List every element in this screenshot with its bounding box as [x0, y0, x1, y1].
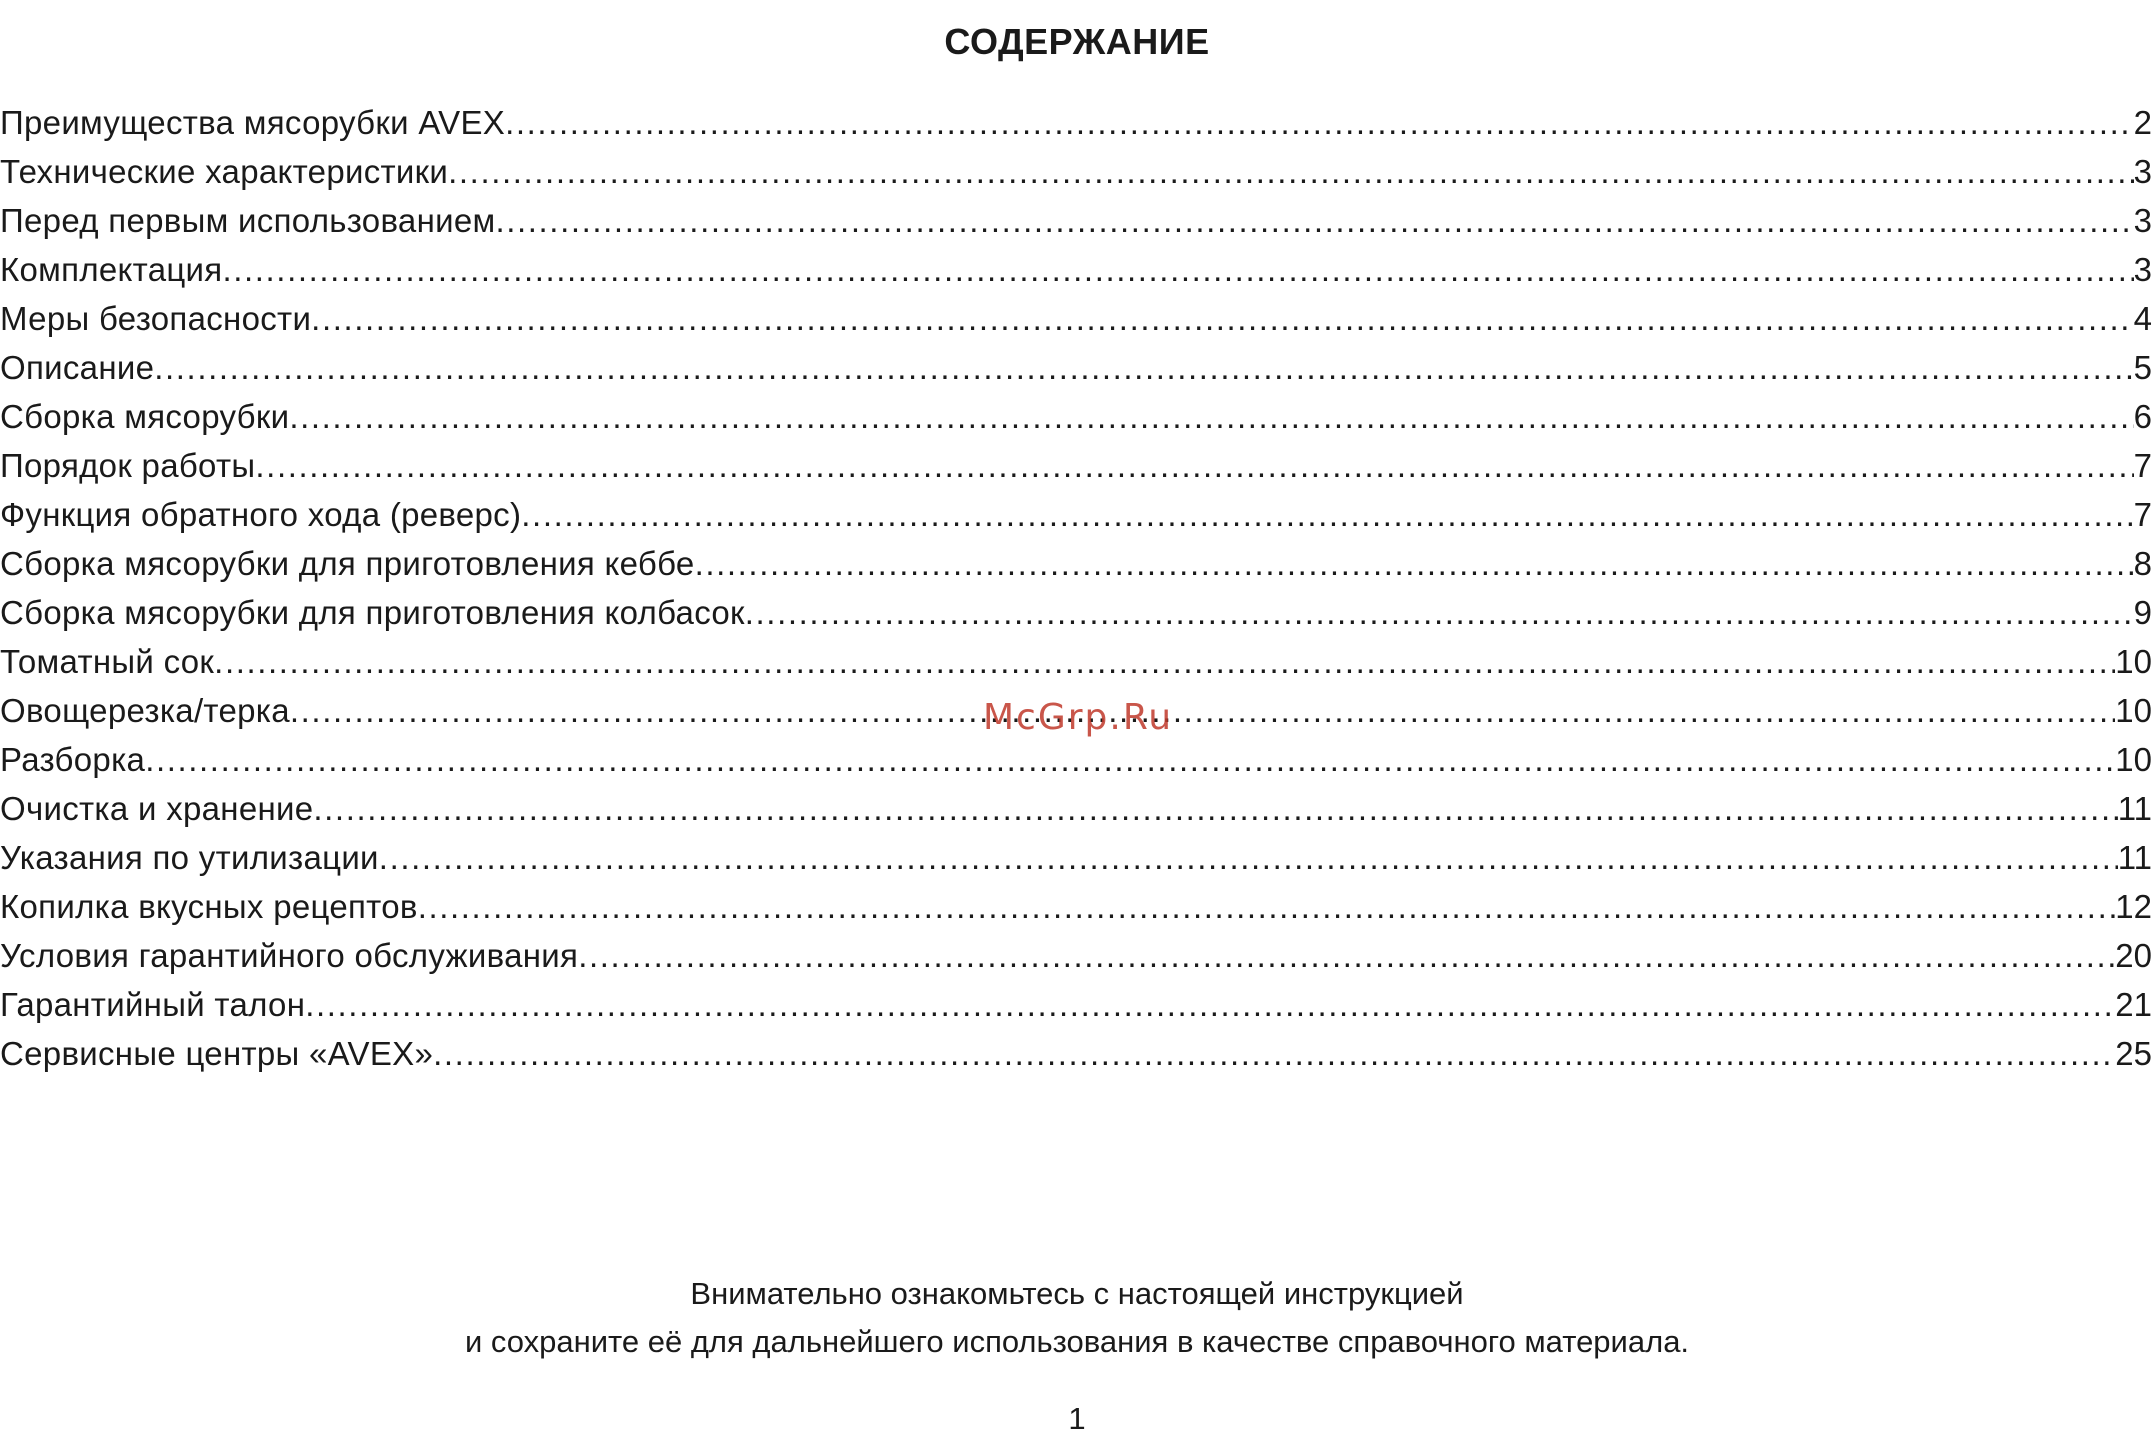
toc-entry-page: 6	[2133, 398, 2152, 435]
toc-entry-page: 10	[2115, 741, 2152, 778]
footer-note-line-1: Внимательно ознакомьтесь с настоящей инструкцией	[690, 1276, 1464, 1311]
toc-entry[interactable]	[0, 1029, 2152, 1078]
toc-entry-page: 7	[2133, 496, 2152, 533]
toc-dot-leader	[313, 784, 2117, 833]
toc-dot-leader	[255, 441, 2133, 490]
toc-entry-page: 9	[2133, 594, 2152, 631]
toc-entry-label: Копилка вкусных рецептов	[0, 888, 418, 925]
toc-entry[interactable]	[0, 441, 2152, 490]
toc-entry-label: Томатный сок	[0, 643, 215, 680]
toc-dot-leader	[222, 245, 2133, 294]
toc-entry-page: 3	[2133, 153, 2152, 190]
toc-entry[interactable]	[0, 882, 2152, 931]
toc-dot-leader	[521, 490, 2133, 539]
toc-entry-label: Преимущества мясорубки AVEX	[0, 104, 506, 141]
toc-entry-label: Технические характеристики	[0, 153, 449, 190]
page-number: 1	[1068, 1401, 1086, 1436]
toc-entry-page: 8	[2133, 545, 2152, 582]
toc-entry-label: Порядок работы	[0, 447, 256, 484]
toc-entry[interactable]	[0, 98, 2152, 147]
page-title: СОДЕРЖАНИЕ	[944, 21, 1210, 63]
table-of-contents	[0, 98, 2152, 1078]
toc-dot-leader	[379, 833, 2118, 882]
toc-entry[interactable]	[0, 147, 2152, 196]
toc-dot-leader	[311, 294, 2133, 343]
toc-dot-leader	[433, 1029, 2115, 1078]
toc-dot-leader	[145, 735, 2115, 784]
toc-entry-label: Функция обратного хода (реверс)	[0, 496, 522, 533]
toc-entry-label: Комплектация	[0, 251, 223, 288]
toc-entry-label: Меры безопасности	[0, 300, 312, 337]
toc-entry-page: 11	[2117, 790, 2152, 827]
toc-dot-leader	[305, 980, 2115, 1029]
toc-entry-page: 2	[2133, 104, 2152, 141]
toc-entry-label: Очистка и хранение	[0, 790, 314, 827]
toc-entry-page: 3	[2133, 251, 2152, 288]
toc-entry-page: 10	[2115, 643, 2152, 680]
toc-dot-leader	[154, 343, 2133, 392]
toc-dot-leader	[448, 147, 2134, 196]
toc-entry[interactable]	[0, 539, 2152, 588]
toc-entry-label: Сборка мясорубки	[0, 398, 290, 435]
toc-dot-leader	[289, 392, 2133, 441]
toc-entry[interactable]	[0, 980, 2152, 1029]
toc-entry-page: 7	[2133, 447, 2152, 484]
toc-entry-label: Описание	[0, 349, 155, 386]
toc-entry[interactable]	[0, 245, 2152, 294]
footer-note-line-2: и сохраните её для дальнейшего использования в качестве справочного материала.	[464, 1324, 1690, 1359]
toc-entry-page: 20	[2115, 937, 2152, 974]
toc-entry[interactable]	[0, 931, 2152, 980]
toc-entry-page: 4	[2133, 300, 2152, 337]
toc-entry-label: Сервисные центры «AVEX»	[0, 1035, 434, 1072]
toc-entry-label: Указания по утилизации	[0, 839, 379, 876]
toc-entry-label: Условия гарантийного обслуживания	[0, 937, 579, 974]
toc-entry-label: Разборка	[0, 741, 146, 778]
toc-entry[interactable]	[0, 588, 2152, 637]
toc-dot-leader	[695, 539, 2134, 588]
toc-entry-page: 12	[2115, 888, 2152, 925]
toc-entry[interactable]	[0, 490, 2152, 539]
toc-entry-page: 21	[2115, 986, 2152, 1023]
toc-dot-leader	[495, 196, 2133, 245]
toc-dot-leader	[745, 588, 2134, 637]
toc-entry-label: Сборка мясорубки для приготовления колбасок	[0, 594, 745, 631]
toc-entry-label: Овощерезка/терка	[0, 692, 290, 729]
toc-entry-page: 3	[2133, 202, 2152, 239]
toc-entry[interactable]	[0, 833, 2152, 882]
toc-entry[interactable]	[0, 343, 2152, 392]
toc-dot-leader	[290, 686, 2115, 735]
toc-dot-leader	[214, 637, 2115, 686]
toc-entry-label: Сборка мясорубки для приготовления кеббе	[0, 545, 695, 582]
toc-dot-leader	[418, 882, 2116, 931]
toc-dot-leader	[505, 98, 2134, 147]
toc-entry-label: Перед первым использованием	[0, 202, 496, 239]
toc-entry[interactable]	[0, 735, 2152, 784]
toc-entry-label: Гарантийный талон	[0, 986, 306, 1023]
toc-entry-page: 11	[2117, 839, 2152, 876]
watermark: McGrp.Ru	[983, 697, 1174, 738]
toc-entry[interactable]	[0, 294, 2152, 343]
footer-note	[0, 1270, 2154, 1366]
toc-entry[interactable]	[0, 637, 2152, 686]
toc-entry[interactable]	[0, 196, 2152, 245]
toc-entry[interactable]	[0, 784, 2152, 833]
toc-entry-page: 5	[2133, 349, 2152, 386]
toc-entry[interactable]	[0, 392, 2152, 441]
toc-entry-page: 10	[2115, 692, 2152, 729]
toc-entry-page: 25	[2115, 1035, 2152, 1072]
toc-dot-leader	[578, 931, 2115, 980]
